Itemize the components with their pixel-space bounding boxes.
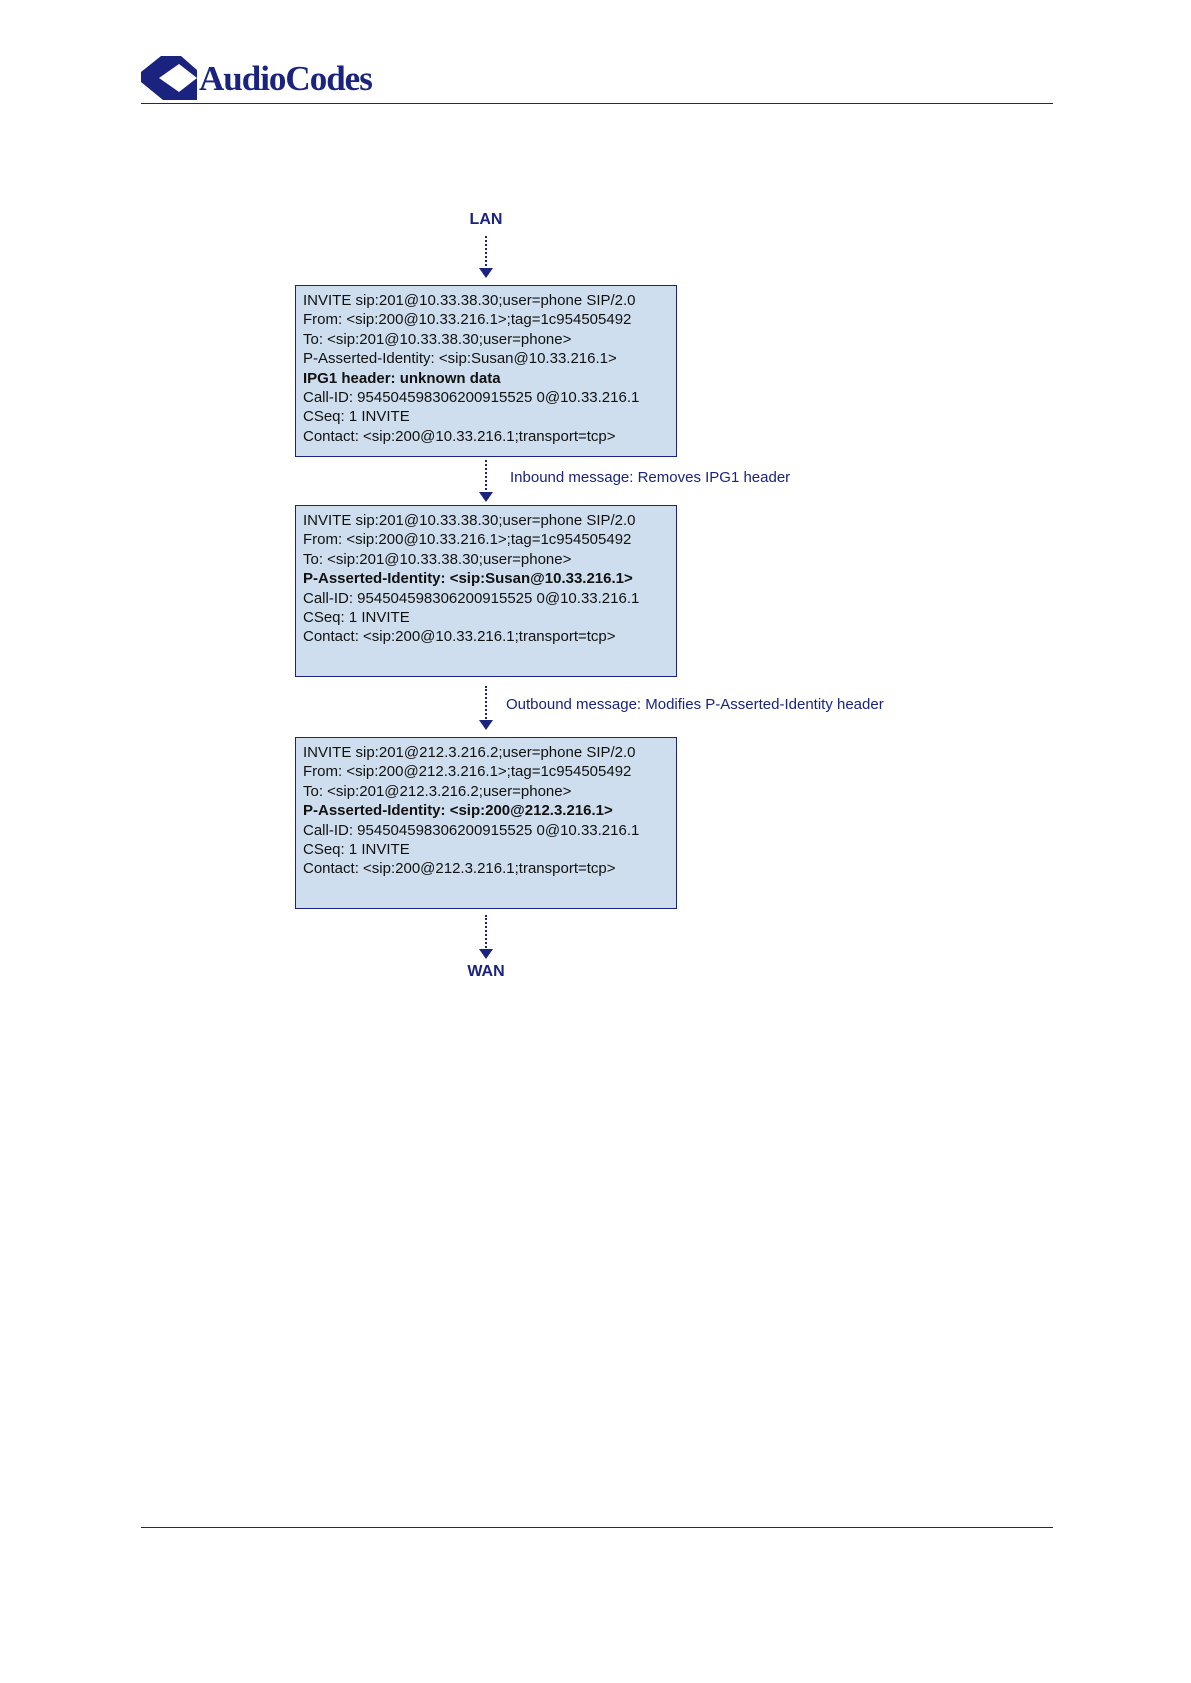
message-line: INVITE sip:201@212.3.216.2;user=phone SIP/2.0 — [303, 744, 636, 761]
message-line: P-Asserted-Identity: <sip:Susan@10.33.216.1> — [303, 350, 617, 368]
message-line: Call-ID: 954504598306200915525 0@10.33.216.1 — [303, 821, 640, 839]
message-line: Call-ID: 954504598306200915525 0@10.33.216.1 — [303, 589, 640, 607]
arrow-down-icon — [479, 949, 493, 959]
message-line: CSeq: 1 INVITE — [303, 408, 410, 426]
sip-message-outbound-modified — [295, 737, 677, 909]
message-line-highlighted: P-Asserted-Identity: <sip:200@212.3.216.1> — [303, 802, 613, 820]
destination-label-wan: WAN — [467, 963, 505, 980]
outbound-transition-label: Outbound message: Modifies P-Asserted-Identity header — [506, 696, 884, 713]
arrow-down-icon — [479, 720, 493, 730]
arrow-lan-to-box1 — [479, 236, 493, 278]
sip-message-original — [295, 285, 677, 457]
message-line: From: <sip:200@10.33.216.1>;tag=1c954505492 — [303, 311, 632, 329]
message-line-highlighted: P-Asserted-Identity: <sip:Susan@10.33.216.1> — [303, 570, 633, 588]
message-line-highlighted: IPG1 header: unknown data — [303, 369, 501, 387]
audiocodes-logo-icon — [141, 56, 197, 100]
message-line: To: <sip:201@212.3.216.2;user=phone> — [303, 782, 572, 800]
source-label-lan: LAN — [469, 211, 503, 228]
arrow-down-icon — [479, 268, 493, 278]
header-rule — [141, 103, 1053, 104]
message-line: From: <sip:200@212.3.216.1>;tag=1c954505492 — [303, 763, 632, 781]
sip-message-inbound-modified — [295, 505, 677, 677]
arrow-box3-to-wan — [479, 915, 493, 959]
brand-name: AudioCodes — [199, 59, 372, 98]
inbound-transition-label: Inbound message: Removes IPG1 header — [510, 469, 791, 486]
company-logo — [141, 56, 372, 100]
message-line: Call-ID: 954504598306200915525 0@10.33.216.1 — [303, 389, 640, 407]
message-line: CSeq: 1 INVITE — [303, 841, 410, 859]
message-line: Contact: <sip:200@212.3.216.1;transport=tcp> — [303, 860, 616, 878]
message-line: Contact: <sip:200@10.33.216.1;transport=tcp> — [303, 427, 616, 445]
arrow-down-icon — [479, 492, 493, 502]
message-line: Contact: <sip:200@10.33.216.1;transport=tcp> — [303, 628, 616, 646]
arrow-box2-to-box3 — [479, 686, 493, 730]
message-line: INVITE sip:201@10.33.38.30;user=phone SIP/2.0 — [303, 512, 636, 529]
message-line: To: <sip:201@10.33.38.30;user=phone> — [303, 330, 572, 348]
arrow-box1-to-box2 — [479, 460, 493, 502]
message-line: INVITE sip:201@10.33.38.30;user=phone SIP/2.0 — [303, 292, 636, 309]
message-line: CSeq: 1 INVITE — [303, 609, 410, 627]
footer-rule — [141, 1527, 1053, 1528]
message-line: From: <sip:200@10.33.216.1>;tag=1c954505492 — [303, 531, 632, 549]
message-line: To: <sip:201@10.33.38.30;user=phone> — [303, 550, 572, 568]
